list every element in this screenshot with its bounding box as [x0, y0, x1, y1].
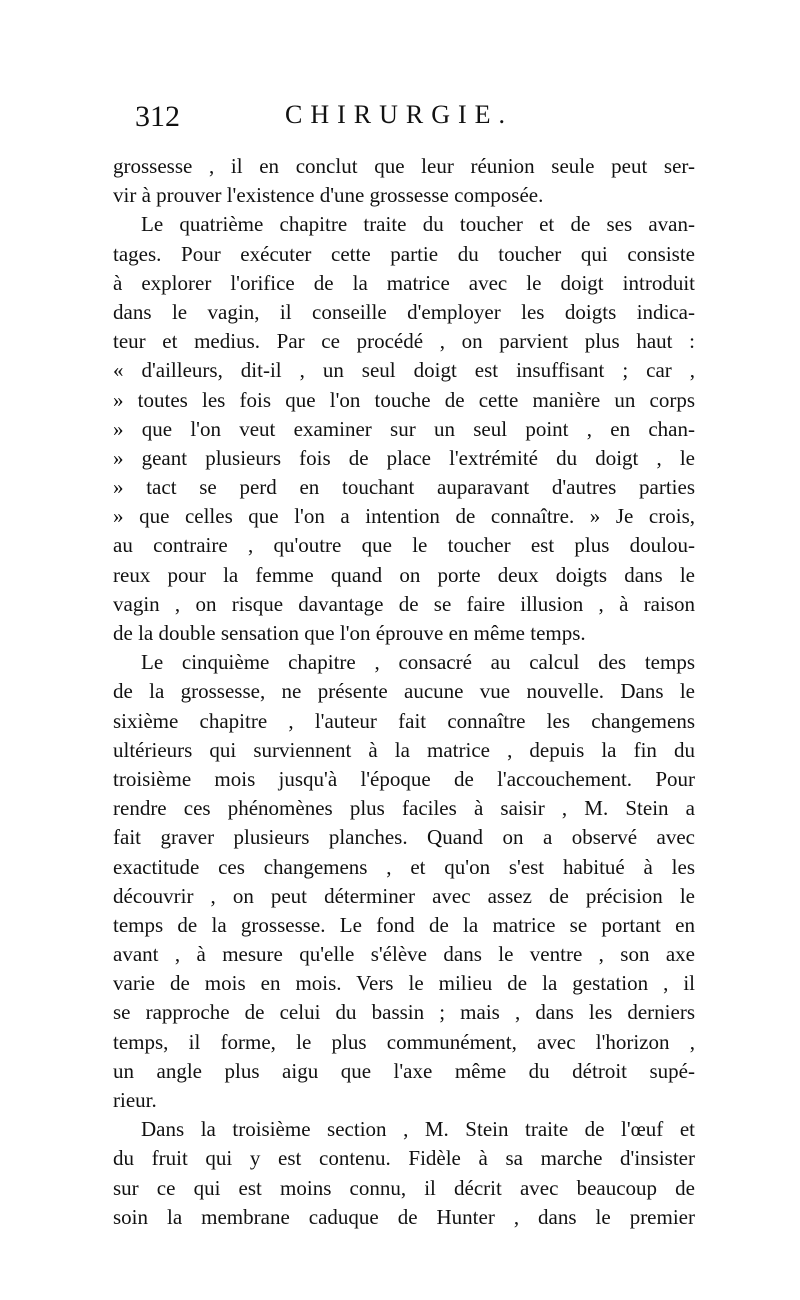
- text-line: au contraire , qu'outre que le toucher est plus doulou-: [113, 533, 695, 558]
- text-line: » tact se perd en touchant auparavant d'autres parties: [113, 475, 695, 500]
- text-line: avant , à mesure qu'elle s'élève dans le ventre , son axe: [113, 942, 695, 967]
- page-header: [135, 100, 675, 140]
- text-line: découvrir , on peut déterminer avec assez de précision le: [113, 883, 695, 908]
- text-line: « d'ailleurs, dit-il , un seul doigt est insuffisant ; car ,: [113, 358, 695, 383]
- text-line: Le quatrième chapitre traite du toucher et de ses avan-: [141, 212, 695, 237]
- text-line: à explorer l'orifice de la matrice avec le doigt introduit: [113, 270, 695, 295]
- text-line: Le cinquième chapitre , consacré au calcul des temps: [141, 650, 695, 675]
- text-line: se rapproche de celui du bassin ; mais , dans les derniers: [113, 1000, 695, 1025]
- text-line: » geant plusieurs fois de place l'extrémité du doigt , le: [113, 445, 695, 470]
- text-line: dans le vagin, il conseille d'employer les doigts indica-: [113, 299, 695, 324]
- text-line: tages. Pour exécuter cette partie du toucher qui consiste: [113, 241, 695, 266]
- text-line: rendre ces phénomènes plus faciles à saisir , M. Stein a: [113, 796, 695, 821]
- text-line: teur et medius. Par ce procédé , on parvient plus haut :: [113, 329, 695, 354]
- text-line: Dans la troisième section , M. Stein traite de l'œuf et: [141, 1117, 695, 1142]
- text-line: reux pour la femme quand on porte deux doigts dans le: [113, 562, 695, 587]
- page-number: 312: [135, 100, 180, 133]
- text-line: » toutes les fois que l'on touche de cette manière un corps: [113, 387, 695, 412]
- text-line: vir à prouver l'existence d'une grossesse composée.: [113, 183, 544, 208]
- text-line: » que l'on veut examiner sur un seul point , en chan-: [113, 416, 695, 441]
- text-line: sixième chapitre , l'auteur fait connaître les changemens: [113, 708, 695, 733]
- text-line: un angle plus aigu que l'axe même du détroit supé-: [113, 1058, 695, 1083]
- text-line: fait graver plusieurs planches. Quand on a observé avec: [113, 825, 695, 850]
- text-line: grossesse , il en conclut que leur réunion seule peut ser-: [113, 154, 695, 178]
- text-line: de la grossesse, ne présente aucune vue nouvelle. Dans le: [113, 679, 695, 704]
- text-line: temps, il forme, le plus communément, avec l'horizon ,: [113, 1029, 695, 1054]
- text-line: exactitude ces changemens , et qu'on s'est habitué à les: [113, 854, 695, 879]
- text-line: de la double sensation que l'on éprouve en même temps.: [113, 621, 586, 645]
- text-line: temps de la grossesse. Le fond de la matrice se portant en: [113, 912, 695, 937]
- text-line: soin la membrane caduque de Hunter , dans le premier: [113, 1204, 695, 1229]
- text-line: sur ce qui est moins connu, il décrit avec beaucoup de: [113, 1175, 695, 1200]
- text-line: ultérieurs qui surviennent à la matrice , depuis la fin du: [113, 737, 695, 762]
- text-line: rieur.: [113, 1088, 157, 1112]
- text-line: » que celles que l'on a intention de connaître. » Je crois,: [113, 504, 695, 529]
- text-line: du fruit qui y est contenu. Fidèle à sa marche d'insister: [113, 1146, 695, 1171]
- running-title: CHIRURGIE.: [285, 100, 514, 129]
- text-line: vagin , on risque davantage de se faire illusion , à raison: [113, 591, 695, 616]
- text-line: varie de mois en mois. Vers le milieu de la gestation , il: [113, 971, 695, 996]
- text-line: troisième mois jusqu'à l'époque de l'accouchement. Pour: [113, 766, 695, 791]
- body-text: [113, 152, 695, 1232]
